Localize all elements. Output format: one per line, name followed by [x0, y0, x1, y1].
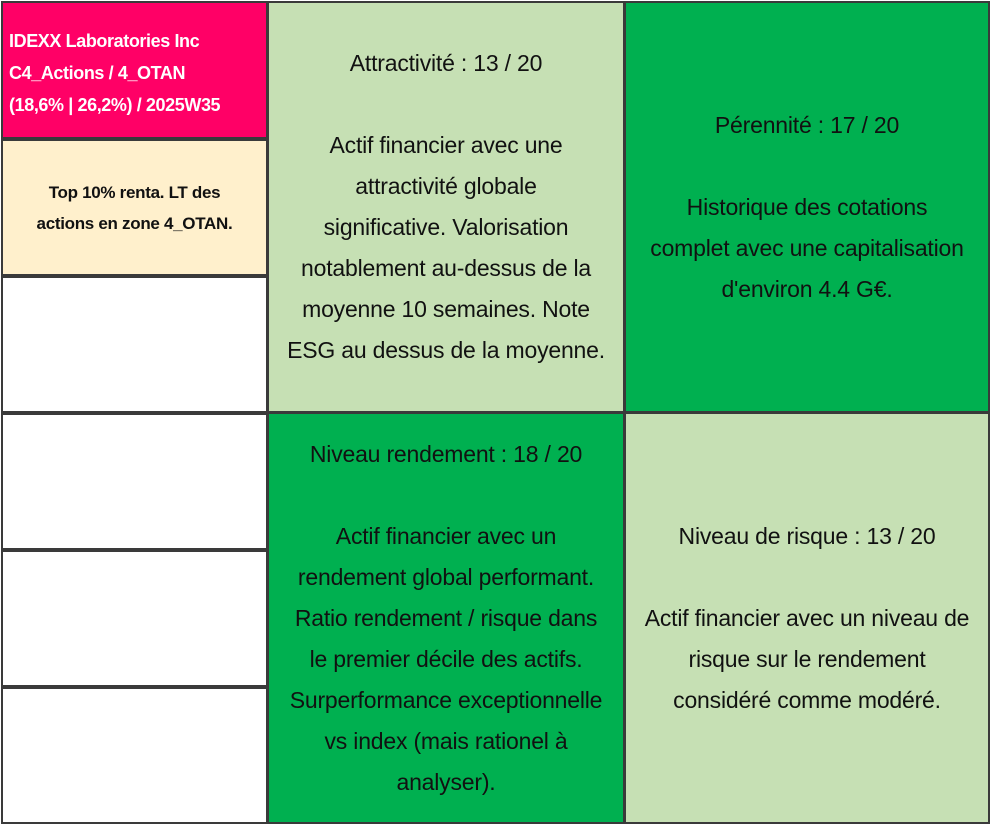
asset-header-cell [1, 1, 268, 139]
summary-line: actions en zone 4_OTAN. [36, 213, 233, 233]
risque-desc-line: considéré comme modéré. [673, 686, 941, 713]
attractivite-desc-line: Actif financier avec une [329, 132, 563, 158]
risque-cell [624, 412, 990, 824]
rendement-desc-line: le premier décile des actifs. [309, 645, 583, 672]
asset-category: C4_Actions / 4_OTAN [9, 63, 186, 83]
rendement-desc-line: analyser). [396, 768, 496, 795]
rendement-cell [267, 412, 625, 824]
asset-name: IDEXX Laboratories Inc [9, 31, 200, 51]
attractivite-score: Attractivité : 13 / 20 [349, 50, 543, 76]
risque-desc-line: Actif financier avec un niveau de [644, 604, 970, 631]
rendement-desc-line: Surperformance exceptionnelle [289, 686, 603, 713]
summary-line: Top 10% renta. LT des [48, 182, 221, 202]
attractivite-cell [267, 1, 625, 413]
perennite-desc-line: complet avec une capitalisation [650, 234, 964, 261]
empty-cell [1, 550, 268, 687]
asset-performance-week: (18,6% | 26,2%) / 2025W35 [9, 95, 221, 115]
rendement-score: Niveau rendement : 18 / 20 [309, 440, 583, 467]
perennite-desc-line: d'environ 4.4 G€. [721, 275, 893, 302]
perennite-desc-line: Historique des cotations [686, 193, 928, 220]
attractivite-desc-line: attractivité globale [355, 173, 537, 199]
rendement-desc-line: vs index (mais rationel à [324, 727, 568, 754]
empty-cell [1, 687, 268, 824]
attractivite-desc-line: notablement au-dessus de la [301, 255, 591, 281]
rendement-desc-line: Actif financier avec un [335, 522, 557, 549]
perennite-score: Pérennité : 17 / 20 [714, 111, 900, 138]
rendement-desc-line: Ratio rendement / risque dans [294, 604, 598, 631]
empty-cell [1, 276, 268, 413]
summary-cell [1, 139, 268, 276]
risque-score: Niveau de risque : 13 / 20 [678, 522, 936, 549]
attractivite-desc-line: moyenne 10 semaines. Note [302, 296, 590, 322]
risque-desc-line: risque sur le rendement [688, 645, 926, 672]
attractivite-desc-line: ESG au dessus de la moyenne. [287, 337, 605, 363]
empty-cell [1, 413, 268, 550]
summary-text [37, 177, 233, 239]
rendement-desc-line: rendement global performant. [297, 563, 595, 590]
attractivite-desc-line: significative. Valorisation [323, 214, 569, 240]
perennite-cell [624, 1, 990, 413]
